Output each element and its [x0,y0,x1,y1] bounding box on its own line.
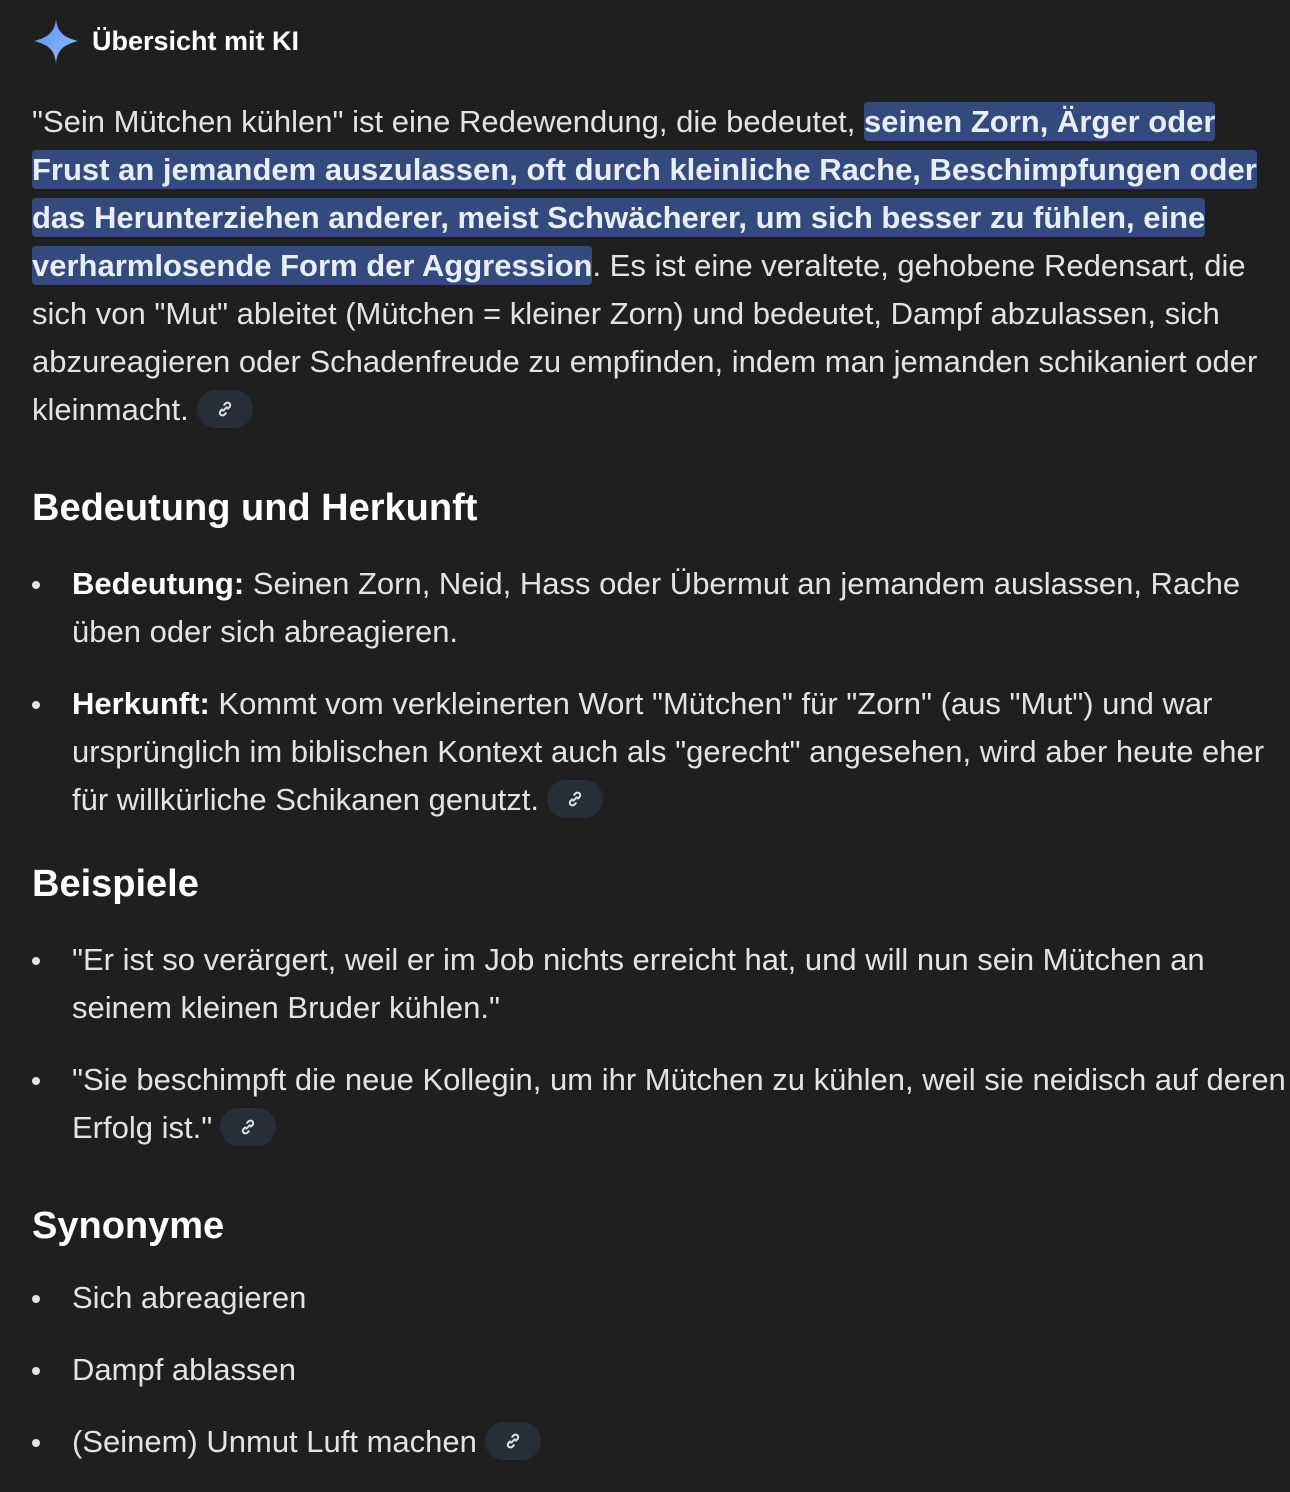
section-heading-synonyme: Synonyme [32,1205,225,1247]
list-synonyme [32,1274,1288,1466]
list-item [32,560,1288,656]
link-icon [565,789,585,809]
list-item-term: Herkunft: [72,686,210,721]
list-item [32,1056,1288,1152]
list-item [32,1418,1288,1466]
list-item [32,1274,1288,1322]
list-item-text: Dampf ablassen [72,1352,297,1387]
list-item [32,1346,1288,1394]
source-link-chip[interactable] [220,1108,276,1146]
list-beispiele [32,936,1288,1152]
source-link-chip[interactable] [485,1422,541,1460]
list-item-text: "Er ist so verärgert, weil er im Job nichts erreicht hat, und will nun sein Mütchen an seinem kleinen Bruder kühlen." [72,942,1205,1025]
list-item [32,936,1288,1032]
intro-text-after: . Es ist eine veraltete, gehobene Redensart, die sich von "Mut" ableitet (Mütchen = kleiner Zorn) und bedeutet, Dampf abzulassen, sich abzureagieren oder Schadenfreude zu empfinden, indem man jemanden schikaniert oder kleinmacht. [32,248,1258,427]
link-icon [503,1431,523,1451]
list-item-text: "Sie beschimpft die neue Kollegin, um ihr Mütchen zu kühlen, weil sie neidisch auf deren Erfolg ist." [72,1062,1286,1145]
section-heading-beispiele: Beispiele [32,863,199,905]
intro-highlight: seinen Zorn, Ärger oder Frust an jemandem auszulassen, oft durch kleinliche Rache, Beschimpfungen oder das Herunterziehen anderer, meist Schwächerer, um sich besser zu fühlen, eine verharmlosende Form der Aggression [32,104,1257,283]
source-link-chip[interactable] [547,780,603,818]
list-item-text: Seinen Zorn, Neid, Hass oder Übermut an jemandem auslassen, Rache üben oder sich abreagieren. [72,566,1241,649]
list-bedeutung-herkunft [32,560,1288,824]
source-link-chip[interactable] [197,390,253,428]
ai-overview-title: Übersicht mit KI [92,25,300,56]
list-item-text: (Seinem) Unmut Luft machen [72,1424,477,1459]
gemini-sparkle-icon [32,17,80,65]
list-item-text: Sich abreagieren [72,1280,307,1315]
link-icon [215,399,235,419]
ai-overview [32,16,1288,1466]
ai-overview-header [32,16,1288,66]
intro-text-before: "Sein Mütchen kühlen" ist eine Redewendung, die bedeutet, [32,104,865,139]
list-item [32,680,1288,824]
list-item-term: Bedeutung: [72,566,245,601]
link-icon [238,1117,258,1137]
list-item-text: Kommt vom verkleinerten Wort "Mütchen" für "Zorn" (aus "Mut") und war ursprünglich im biblischen Kontext auch als "gerecht" angesehen, wird aber heute eher für willkürliche Schikanen genutzt. [72,686,1265,817]
intro-paragraph [32,98,1288,434]
section-heading-bedeutung-herkunft: Bedeutung und Herkunft [32,487,478,529]
